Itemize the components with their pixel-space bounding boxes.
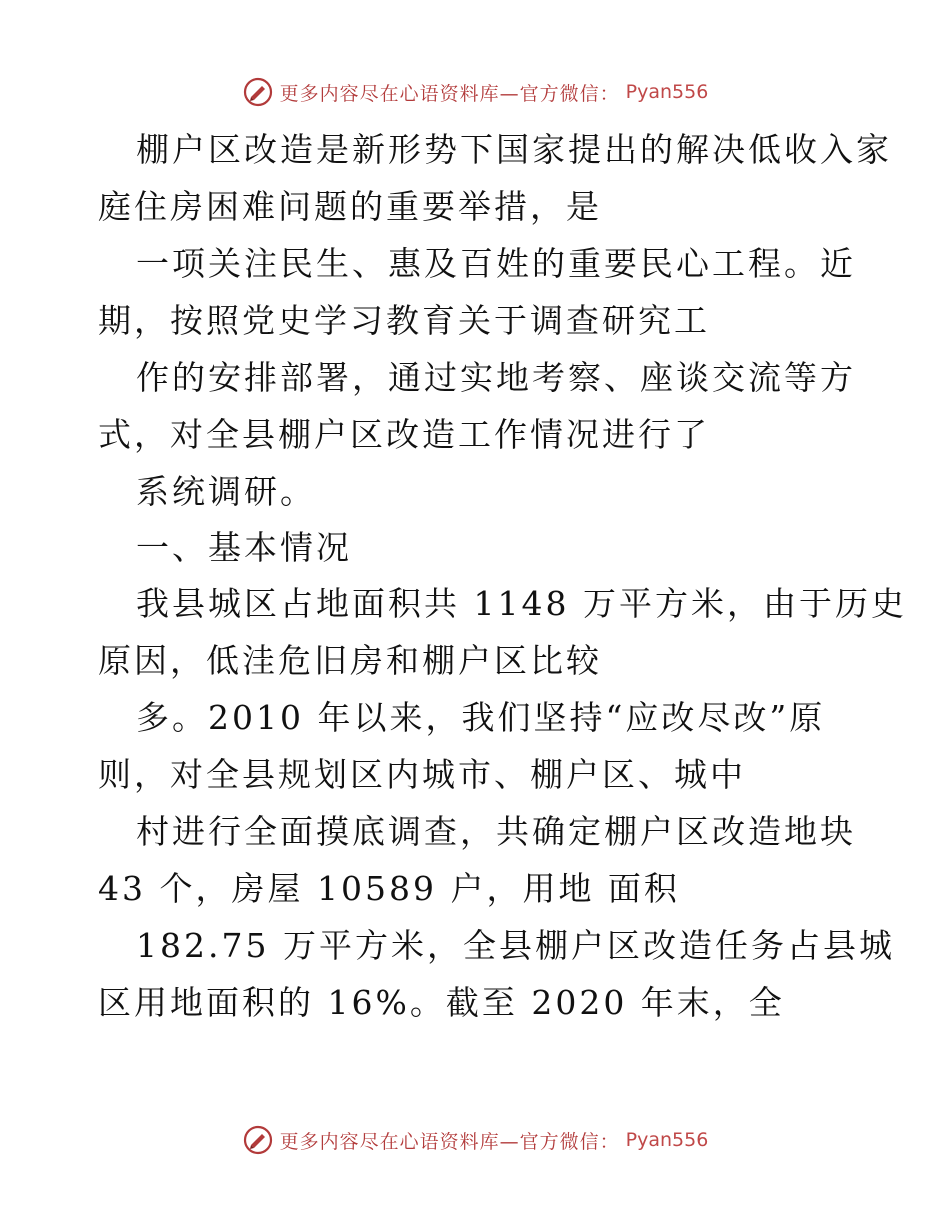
text-line: 我县城区占地面积共 1148 万平方米，由于历史 xyxy=(136,584,907,623)
text-line: 原因，低洼危旧房和棚户区比较 xyxy=(98,641,602,680)
footer-banner-text: 更多内容尽在心语资料库—官方微信： xyxy=(279,1130,620,1153)
text-line: 多。2010 年以来，我们坚持“应改尽改”原 xyxy=(136,698,826,737)
text-line: 作的安排部署，通过实地考察、座谈交流等方 xyxy=(136,358,856,397)
text-line: 一项关注民生、惠及百姓的重要民心工程。近 xyxy=(136,244,856,283)
logo-icon xyxy=(242,1124,274,1156)
text-line: 式，对全县棚户区改造工作情况进行了 xyxy=(98,415,710,454)
text-line: 182.75 万平方米，全县棚户区改造任务占县城 xyxy=(136,926,895,965)
logo-icon xyxy=(242,76,274,108)
text-line: 区用地面积的 16%。截至 2020 年末，全 xyxy=(98,983,785,1022)
text-line: 系统调研。 xyxy=(136,472,316,511)
footer-banner xyxy=(0,1120,950,1160)
text-line: 则，对全县规划区内城市、棚户区、城中 xyxy=(98,755,746,794)
text-line: 期，按照党史学习教育关于调查研究工 xyxy=(98,301,710,340)
text-line: 庭住房困难问题的重要举措，是 xyxy=(98,187,602,226)
header-banner xyxy=(0,72,950,112)
header-banner-contact: Pyan556 xyxy=(625,81,709,103)
header-banner-text: 更多内容尽在心语资料库—官方微信： xyxy=(279,82,620,105)
text-line: 43 个，房屋 10589 户，用地 面积 xyxy=(98,869,680,908)
footer-banner-contact: Pyan556 xyxy=(625,1129,709,1151)
text-line: 村进行全面摸底调查，共确定棚户区改造地块 xyxy=(136,812,856,851)
section-heading: 一、基本情况 xyxy=(136,528,352,567)
document-body xyxy=(98,122,907,1032)
text-line: 棚户区改造是新形势下国家提出的解决低收入家 xyxy=(136,130,892,169)
